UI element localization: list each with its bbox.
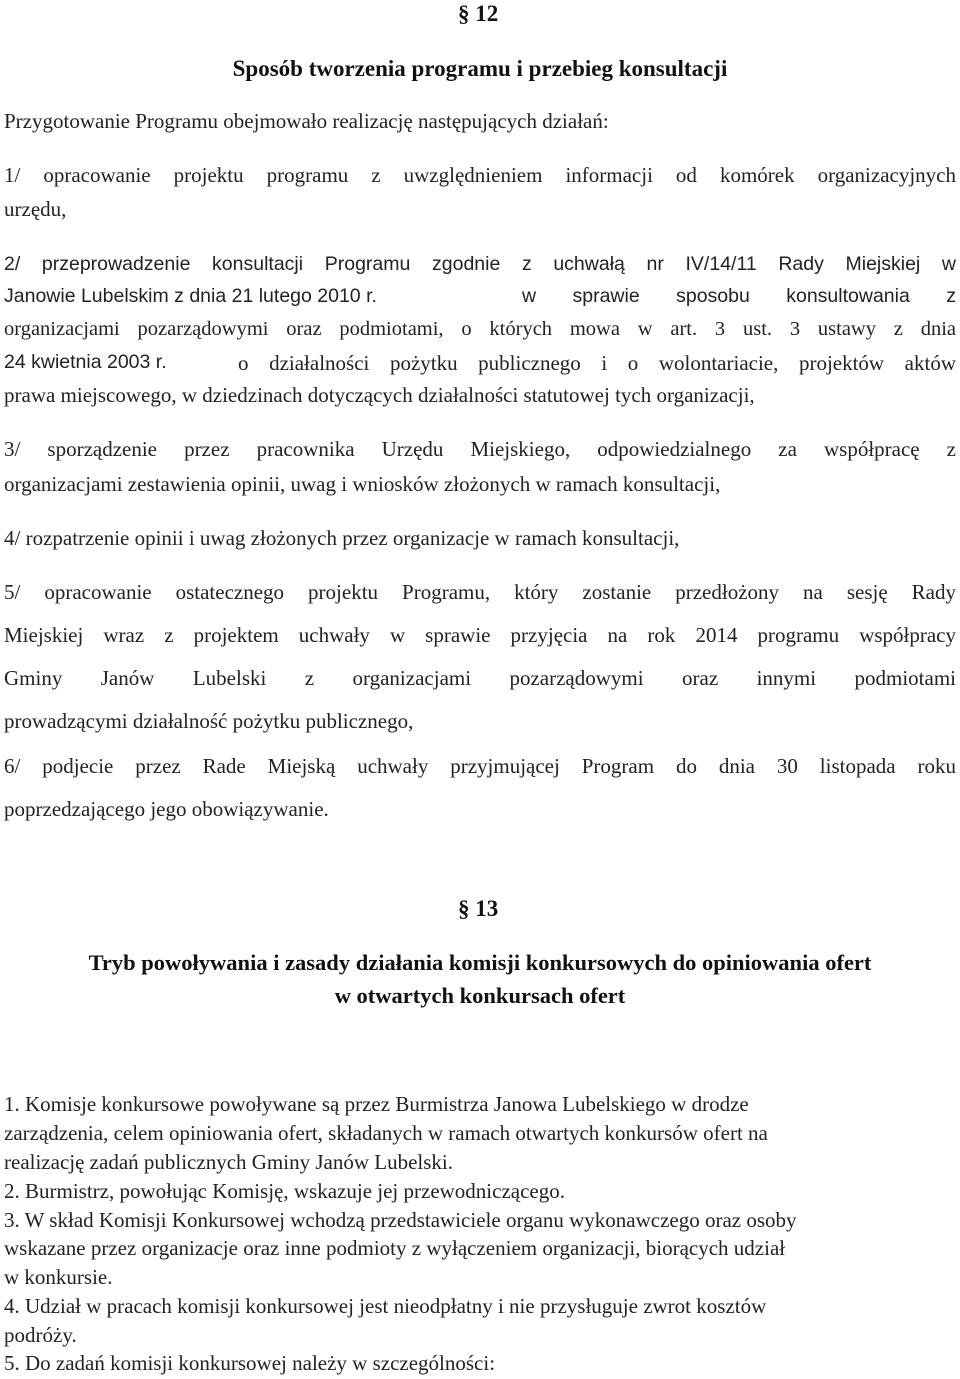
point-2: 2. Burmistrz, powołując Komisję, wskazuje jej przewodniczącego. <box>4 1179 565 1203</box>
item-2-line-3: organizacjami pozarządowymi oraz podmiotami, o których mowa w art. 3 ust. 3 ustawy z dnia <box>4 318 956 340</box>
section-13-title-line-2: w otwartych konkursach ofert <box>334 983 626 1008</box>
item-5-line-4: prowadzącymi działalność pożytku publicznego, <box>4 709 414 733</box>
point-1-line-2: zarządzenia, celem opiniowania ofert, składanych w ramach otwartych konkursów ofert na <box>4 1121 768 1145</box>
point-4-line-2: podróży. <box>4 1323 77 1347</box>
section-12-heading: § 12 <box>458 1 499 26</box>
item-6-line-2: poprzedzającego jego obowiązywanie. <box>4 797 329 821</box>
point-3-line-3: w konkursie. <box>4 1265 113 1289</box>
item-2-line-5: prawa miejscowego, w dziedzinach dotyczących działalności statutowej tych organizacji, <box>4 383 755 407</box>
item-4: 4/ rozpatrzenie opinii i uwag złożonych przez organizacje w ramach konsultacji, <box>4 526 680 550</box>
item-2-line-4a: 24 kwietnia 2003 r. <box>4 351 167 373</box>
item-2-line-2b: w sprawie sposobu konsultowania z <box>522 285 956 307</box>
section-12-title: Sposób tworzenia programu i przebieg konsultacji <box>232 56 728 81</box>
item-1-line-1: 1/ opracowanie projektu programu z uwzględnieniem informacji od komórek organizacyjnych <box>4 163 956 187</box>
point-5: 5. Do zadań komisji konkursowej należy w szczególności: <box>4 1351 496 1375</box>
point-1-line-3: realizację zadań publicznych Gminy Janów Lubelski. <box>4 1150 453 1174</box>
item-2-line-2a: Janowie Lubelskim z dnia 21 lutego 2010 r. <box>4 285 377 307</box>
item-5-line-1: 5/ opracowanie ostatecznego projektu Programu, który zostanie przedłożony na sesję Rady <box>4 580 956 604</box>
section-12-intro: Przygotowanie Programu obejmowało realizację następujących działań: <box>4 109 609 133</box>
point-3-line-2: wskazane przez organizacje oraz inne podmioty z wyłączeniem organizacji, biorących udział <box>4 1236 786 1260</box>
section-13-title-line-1: Tryb powoływania i zasady działania komisji konkursowych do opiniowania ofert <box>88 950 872 975</box>
point-3-line-1: 3. W skład Komisji Konkursowej wchodzą przedstawiciele organu wykonawczego oraz osoby <box>4 1208 797 1232</box>
item-3-line-2: organizacjami zestawienia opinii, uwag i wniosków złożonych w ramach konsultacji, <box>4 472 721 496</box>
item-1-line-2: urzędu, <box>4 197 67 221</box>
item-2-line-4b: o działalności pożytku publicznego i o wolontariacie, projektów aktów <box>238 351 956 375</box>
item-5-line-2: Miejskiej wraz z projektem uchwały w sprawie przyjęcia na rok 2014 programu współpracy <box>4 623 956 647</box>
section-13-heading: § 13 <box>458 896 499 921</box>
point-1-line-1: 1. Komisje konkursowe powoływane są przez Burmistrza Janowa Lubelskiego w drodze <box>4 1092 749 1116</box>
item-3-line-1: 3/ sporządzenie przez pracownika Urzędu Miejskiego, odpowiedzialnego za współpracę z <box>4 437 956 461</box>
item-2-line-1: 2/ przeprowadzenie konsultacji Programu zgodnie z uchwałą nr IV/14/11 Rady Miejskiej w <box>4 253 956 275</box>
item-5-line-3: Gminy Janów Lubelski z organizacjami pozarządowymi oraz innymi podmiotami <box>4 666 956 690</box>
item-6-line-1: 6/ podjecie przez Rade Miejską uchwały przyjmującej Program do dnia 30 listopada roku <box>4 754 956 778</box>
point-4-line-1: 4. Udział w pracach komisji konkursowej jest nieodpłatny i nie przysługuje zwrot kosztów <box>4 1294 767 1318</box>
